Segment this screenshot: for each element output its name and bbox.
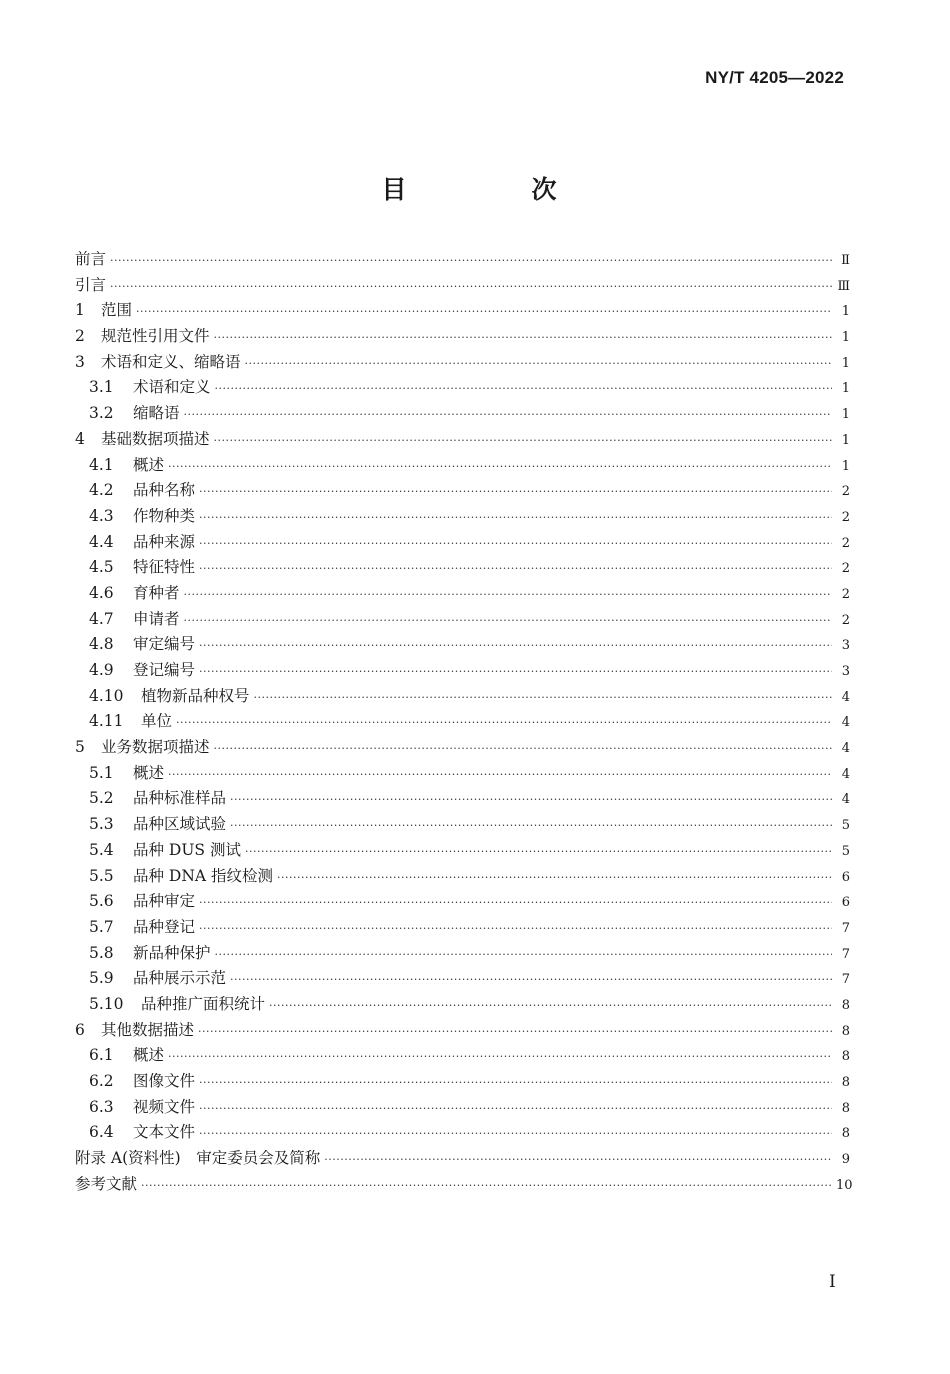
toc-entry-title: 登记编号 [133,661,196,679]
toc-entry-page: 1 [841,407,850,423]
toc-entry-title: 术语和定义 [133,378,211,397]
toc-leader-dots [141,1179,832,1192]
toc-entry[interactable] [75,273,850,299]
toc-entry[interactable] [75,786,850,812]
toc-entry-page: 5 [841,818,850,834]
toc-entry[interactable] [75,401,850,427]
toc-entry[interactable] [75,941,850,967]
toc-entry-number: 5.9 [89,969,114,988]
toc-entry-number: 4.8 [89,635,114,654]
toc-entry-page: 8 [841,1023,850,1039]
toc-entry[interactable] [75,1018,850,1044]
toc-entry[interactable] [75,864,850,890]
toc-entry-page: 1 [841,330,850,346]
toc-leader-dots [199,562,832,575]
toc-entry-page: 8 [841,1100,850,1116]
toc-entry[interactable] [75,915,850,941]
toc-entry[interactable] [75,504,850,530]
toc-entry[interactable] [75,607,850,633]
toc-entry-title: 品种名称 [133,481,196,500]
toc-leader-dots [168,768,832,781]
toc-entry-number: 5.10 [89,994,124,1013]
toc-entry-number: 6.2 [89,1072,114,1090]
toc-entry-title: 术语和定义、缩略语 [101,352,241,371]
toc-entry[interactable] [75,992,850,1018]
toc-entry-number: 4.9 [89,661,114,679]
toc-leader-dots [277,871,832,884]
toc-entry-page: 2 [841,535,850,551]
toc-leader-dots [214,742,832,755]
toc-entry-page: 1 [841,432,850,448]
standard-code: NY/T 4205—2022 [705,68,844,87]
toc-entry-title: 品种标准样品 [133,789,227,808]
toc-entry-title: 品种登记 [133,917,196,936]
toc-entry-page: 2 [841,561,850,577]
toc-leader-dots [168,460,832,473]
toc-entry-number: 5.6 [89,892,114,911]
toc-entry-page: 3 [841,638,850,654]
toc-entry-page: 1 [841,458,850,474]
toc-entry-title: 文本文件 [133,1123,196,1142]
toc-entry-page: 7 [841,920,850,936]
toc-entry[interactable] [75,581,850,607]
toc-entry[interactable] [75,761,850,787]
page-title: 目 次 [381,175,607,204]
toc-leader-dots [199,1127,832,1140]
toc-entry-title: 申请者 [133,609,180,628]
toc-entry-title: 单位 [141,712,173,731]
toc-entry-page: 4 [841,715,850,731]
toc-leader-dots [199,639,832,652]
toc-entry-number: 4.2 [89,481,114,500]
toc-entry-title: 引言 [75,275,107,294]
toc-leader-dots [230,973,832,986]
toc-entry-page: 8 [841,1075,850,1090]
toc-entry-number: 4.10 [89,686,124,705]
toc-entry-title: 视频文件 [133,1097,196,1116]
toc-entry-page: 2 [841,586,850,602]
toc-entry[interactable] [75,247,850,273]
toc-leader-dots [199,922,832,935]
toc-leader-dots [199,896,832,909]
toc-entry-page: 2 [841,484,850,500]
toc-leader-dots [199,511,832,524]
toc-entry-title: 植物新品种权号 [141,686,250,705]
toc-entry-page: 2 [841,509,850,525]
toc-entry[interactable] [75,684,850,710]
toc-entry[interactable] [75,1120,850,1146]
toc-entry-number: 3 [75,352,85,371]
toc-entry[interactable] [75,478,850,504]
toc-entry-number: 5.2 [89,789,114,808]
toc-leader-dots [199,485,832,498]
toc-entry-number: 5.4 [89,840,114,859]
toc-entry-page: 6 [841,895,850,911]
toc-entry-title: 品种区域试验 [133,815,227,834]
toc-entry-title: 新品种保护 [133,943,211,962]
toc-entry-number: 4.11 [89,712,124,731]
toc-entry[interactable] [75,375,850,401]
toc-entry[interactable] [75,889,850,915]
toc-entry[interactable] [75,966,850,992]
toc-entry-number: 4.1 [89,455,114,474]
toc-entry-number: 4.7 [89,609,114,628]
toc-entry[interactable] [75,324,850,350]
toc-entry-title: 参考文献 [75,1174,138,1193]
toc-entry-title: 范围 [101,301,133,320]
toc-entry-page: 6 [841,869,850,885]
toc-entry-number: 6 [75,1020,85,1039]
toc-entry[interactable] [75,350,850,376]
toc-entry-page: Ⅲ [837,278,850,294]
toc-entry-page: Ⅱ [841,253,850,268]
toc-entry-page: 9 [841,1152,850,1168]
toc-entry-page: 8 [841,1126,850,1142]
toc-leader-dots [245,357,832,370]
toc-entry-title: 特征特性 [133,558,196,577]
toc-entry-number: 5.1 [89,763,114,782]
toc-entry[interactable] [75,453,850,479]
toc-entry-number: 3.2 [89,404,114,423]
toc-entry-number: 5.5 [89,866,114,885]
toc-entry-title: 品种审定 [133,892,196,911]
toc-entry-number: 1 [75,301,85,320]
toc-entry-title: 附录 A(资料性) 审定委员会及简称 [75,1149,321,1168]
toc-leader-dots [198,1025,832,1038]
toc-entry-page: 10 [836,1177,853,1193]
toc-entry[interactable] [75,812,850,838]
toc-leader-dots [214,331,832,344]
toc-leader-dots [199,665,832,678]
toc-leader-dots [230,819,832,832]
toc-entry-page: 1 [841,355,850,371]
toc-entry-title: 品种 DUS 测试 [133,840,241,859]
toc-entry-number: 4.4 [89,532,114,551]
toc-leader-dots [176,716,832,729]
toc-entry-title: 品种展示示范 [133,969,227,988]
toc-entry-page: 8 [841,1049,850,1065]
toc-leader-dots [199,537,832,550]
toc-entry-title: 缩略语 [133,404,180,423]
toc-entry-number: 4 [75,429,85,448]
toc-entry[interactable] [75,658,850,684]
toc-leader-dots [199,1076,832,1089]
page-number: Ⅰ [829,1272,836,1292]
toc-entry-number: 5 [75,738,85,757]
toc-leader-dots [136,305,832,318]
toc-leader-dots [184,408,832,421]
toc-entry[interactable] [75,709,850,735]
toc-entry[interactable] [75,530,850,556]
toc-leader-dots [230,793,832,806]
toc-entry-title: 规范性引用文件 [101,327,210,346]
toc-entry-number: 2 [75,327,85,346]
toc-entry-title: 育种者 [133,583,180,602]
toc-leader-dots [245,845,832,858]
toc-entry-title: 基础数据项描述 [101,429,210,448]
toc-entry-page: 2 [841,612,850,628]
toc-entry-page: 1 [841,304,850,320]
toc-entry[interactable] [75,1069,850,1095]
toc-entry-number: 5.8 [89,943,114,962]
toc-leader-dots [184,588,832,601]
toc-entry-number: 6.3 [89,1097,114,1116]
toc-entry-number: 6.4 [89,1123,114,1142]
toc-entry-title: 概述 [133,455,165,474]
toc-entry-number: 3.1 [89,378,114,397]
toc-entry[interactable] [75,735,850,761]
toc-entry-page: 3 [841,664,850,679]
toc-entry[interactable] [75,427,850,453]
toc-entry-title: 前言 [75,250,107,268]
toc-entry-number: 4.6 [89,583,114,602]
toc-entry-number: 5.3 [89,815,114,834]
toc-entry-page: 7 [841,946,850,962]
toc-entry-page: 4 [841,741,850,757]
toc-entry-title: 概述 [133,763,165,782]
toc-entry[interactable] [75,838,850,864]
toc-entry-title: 审定编号 [133,635,196,654]
toc-entry-title: 业务数据项描述 [101,738,210,757]
toc-entry-title: 作物种类 [133,506,196,525]
toc-leader-dots [110,254,832,267]
toc-leader-dots [214,434,832,447]
toc-entry[interactable] [75,1043,850,1069]
toc-entry-page: 4 [841,766,850,782]
toc-leader-dots [254,691,832,704]
toc-entry-number: 4.5 [89,558,114,577]
toc-entry-title: 品种 DNA 指纹检测 [133,866,274,885]
toc-entry-number: 5.7 [89,917,114,936]
toc-entry-page: 4 [841,689,850,705]
toc-entry-title: 图像文件 [133,1072,196,1090]
table-of-contents [75,247,853,1197]
toc-entry-page: 4 [841,792,850,808]
toc-leader-dots [324,1153,832,1166]
toc-entry[interactable] [75,1146,850,1172]
toc-entry[interactable] [75,555,850,581]
toc-leader-dots [110,280,832,293]
toc-entry-number: 4.3 [89,506,114,525]
toc-entry-page: 1 [841,381,850,397]
toc-entry-number: 6.1 [89,1046,114,1065]
toc-entry-title: 品种推广面积统计 [141,994,266,1013]
toc-entry-page: 5 [841,843,850,859]
toc-entry[interactable] [75,632,850,658]
toc-entry-page: 8 [841,997,850,1013]
toc-leader-dots [184,614,832,627]
toc-leader-dots [168,1050,832,1063]
toc-leader-dots [215,948,832,961]
toc-entry[interactable] [75,1095,850,1121]
toc-entry-title: 品种来源 [133,532,196,551]
toc-entry[interactable] [75,298,850,324]
toc-entry-page: 7 [841,972,850,988]
toc-entry[interactable] [75,1172,853,1198]
toc-leader-dots [199,1102,832,1115]
toc-leader-dots [215,382,832,395]
toc-entry-title: 概述 [133,1046,165,1065]
toc-entry-title: 其他数据描述 [101,1020,195,1039]
toc-leader-dots [269,999,832,1012]
